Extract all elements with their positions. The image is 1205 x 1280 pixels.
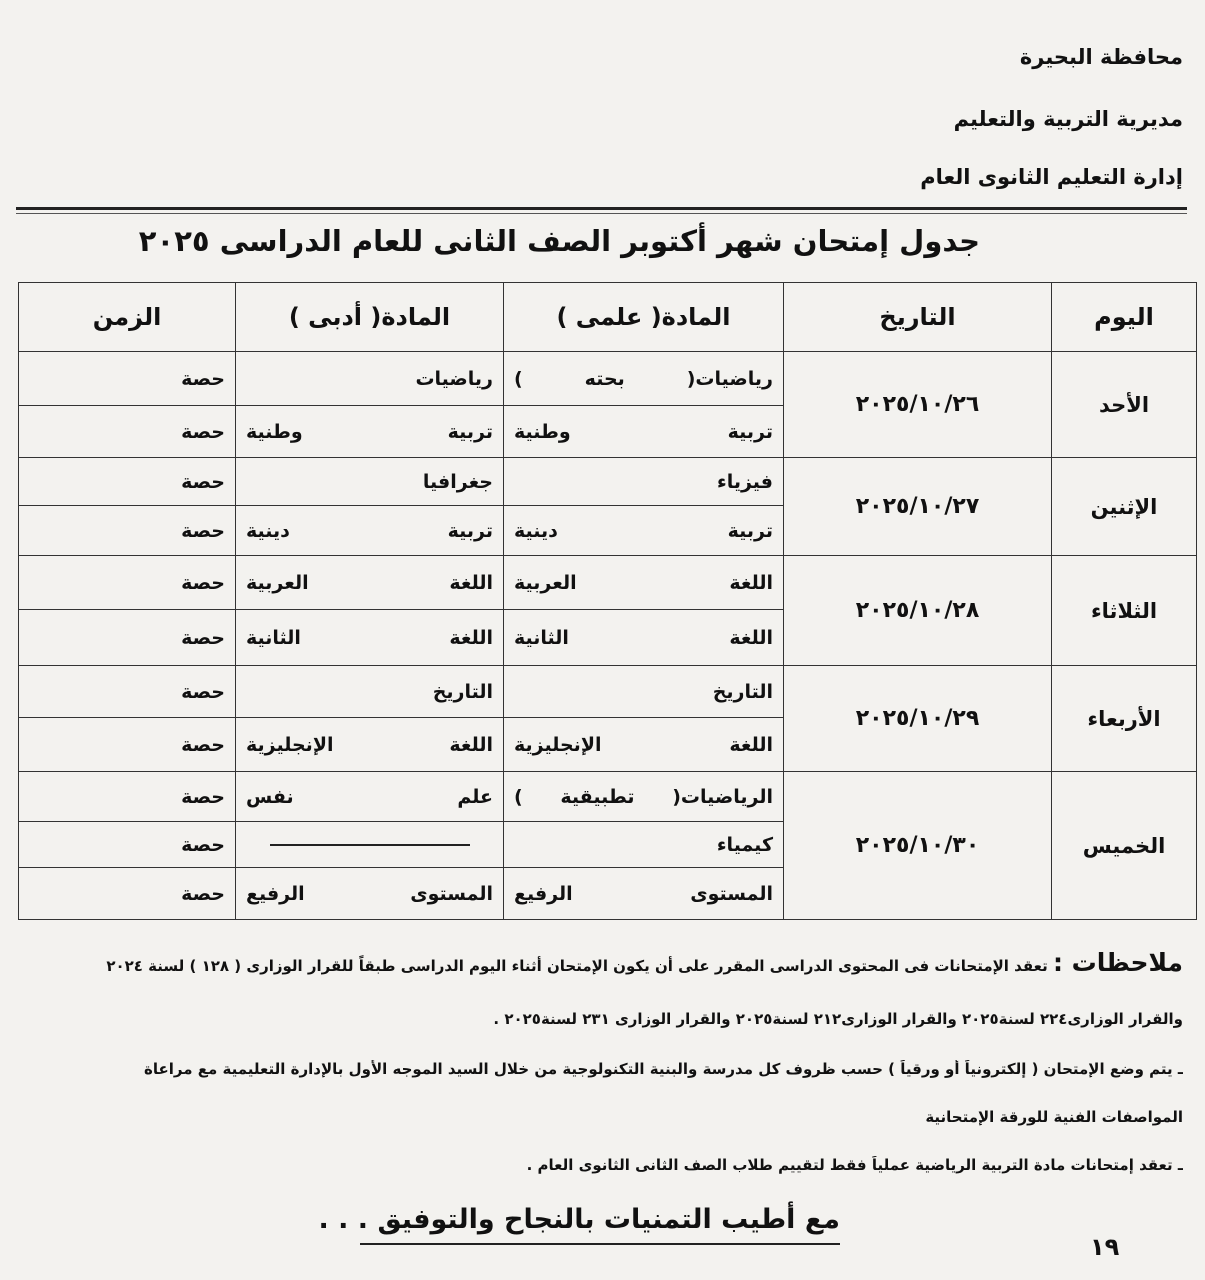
arts-subject-cell: المستوى الرفيع <box>236 868 504 920</box>
schedule-title: جدول إمتحان شهر أكتوبر الصف الثانى للعام الدراسى ٢٠٢٥ <box>138 224 980 258</box>
note-line-2: والقرار الوزارى٢٢٤ لسنة٢٠٢٥ والقرار الوزارى٢١٢ لسنة٢٠٢٥ والقرار الوزارى ٢٣١ لسنة٢٠٢٥ . <box>493 1010 1183 1028</box>
science-subject-cell: اللغة الثانية <box>504 610 784 666</box>
directorate-name: مديرية التربية والتعليم <box>953 107 1183 131</box>
header-time: الزمن <box>19 283 236 352</box>
table-header-row <box>19 283 1197 352</box>
science-subject-cell: تربية دينية <box>504 506 784 556</box>
arts-subject-cell: تربية دينية <box>236 506 504 556</box>
time-cell: حصة <box>19 868 236 920</box>
date-cell: ٢٠٢٥/١٠/٣٠ <box>784 772 1052 920</box>
day-cell: الخميس <box>1052 772 1197 920</box>
closing-wishes: مع أطيب التمنيات بالنجاح والتوفيق . . . <box>318 1204 840 1235</box>
time-cell: حصة <box>19 458 236 506</box>
note-text-1: تعقد الإمتحانات فى المحتوى الدراسى المقرر على أن يكون الإمتحان أثناء اليوم الدراسى طبقاً للقرار الوزارى ( ١٢٨ ) لسنة ٢٠٢٤ <box>106 957 1048 975</box>
science-subject-cell: اللغة الإنجليزية <box>504 718 784 772</box>
time-cell: حصة <box>19 406 236 458</box>
arts-subject-cell: جغرافيا <box>236 458 504 506</box>
table-row <box>19 772 1197 822</box>
date-cell: ٢٠٢٥/١٠/٢٨ <box>784 556 1052 666</box>
arts-subject-cell: التاريخ <box>236 666 504 718</box>
date-cell: ٢٠٢٥/١٠/٢٩ <box>784 666 1052 772</box>
science-subject-cell: كيمياء <box>504 822 784 868</box>
arts-subject-cell: اللغة العربية <box>236 556 504 610</box>
header-divider <box>16 207 1187 210</box>
science-subject-cell: المستوى الرفيع <box>504 868 784 920</box>
table-row <box>19 458 1197 506</box>
governorate-name: محافظة البحيرة <box>1019 45 1183 69</box>
time-cell: حصة <box>19 718 236 772</box>
science-subject-cell: تربية وطنية <box>504 406 784 458</box>
closing-underline <box>360 1243 840 1245</box>
page-number: ١٩ <box>1090 1233 1120 1261</box>
science-subject-cell: رياضيات( بحته ) <box>504 352 784 406</box>
arts-subject-cell: تربية وطنية <box>236 406 504 458</box>
arts-subject-cell: علم نفس <box>236 772 504 822</box>
science-subject-cell: الرياضيات( تطبيقية ) <box>504 772 784 822</box>
arts-subject-cell-empty <box>236 822 504 868</box>
table-row <box>19 556 1197 610</box>
note-line-5: ـ تعقد إمتحانات مادة التربية الرياضية عملياً فقط لتقييم طلاب الصف الثانى الثانوى العام . <box>526 1156 1183 1174</box>
time-cell: حصة <box>19 556 236 610</box>
note-line-4: المواصفات الفنية للورقة الإمتحانية <box>925 1108 1183 1126</box>
date-cell: ٢٠٢٥/١٠/٢٦ <box>784 352 1052 458</box>
table-row <box>19 666 1197 718</box>
blank-line <box>270 844 470 846</box>
arts-subject-cell: رياضيات <box>236 352 504 406</box>
table-row <box>19 352 1197 406</box>
arts-subject-cell: اللغة الثانية <box>236 610 504 666</box>
time-cell: حصة <box>19 352 236 406</box>
header-arts-subject: المادة( أدبى ) <box>236 283 504 352</box>
time-cell: حصة <box>19 666 236 718</box>
administration-name: إدارة التعليم الثانوى العام <box>920 165 1183 189</box>
exam-schedule-table <box>18 282 1197 920</box>
time-cell: حصة <box>19 822 236 868</box>
header-science-subject: المادة( علمى ) <box>504 283 784 352</box>
header-day: اليوم <box>1052 283 1197 352</box>
note-line-1 <box>18 948 1183 977</box>
arts-subject-cell: اللغة الإنجليزية <box>236 718 504 772</box>
time-cell: حصة <box>19 506 236 556</box>
note-line-3: ـ يتم وضع الإمتحان ( إلكترونياً أو ورقياً ) حسب ظروف كل مدرسة والبنية التكنولوجية من خلال السيد الموجه الأول بالإدارة التعليمية مع مراعاة <box>144 1060 1183 1078</box>
day-cell: الإثنين <box>1052 458 1197 556</box>
date-cell: ٢٠٢٥/١٠/٢٧ <box>784 458 1052 556</box>
science-subject-cell: فيزياء <box>504 458 784 506</box>
time-cell: حصة <box>19 610 236 666</box>
science-subject-cell: اللغة العربية <box>504 556 784 610</box>
day-cell: الأربعاء <box>1052 666 1197 772</box>
day-cell: الثلاثاء <box>1052 556 1197 666</box>
time-cell: حصة <box>19 772 236 822</box>
notes-label: ملاحظات : <box>1052 948 1183 977</box>
day-cell: الأحد <box>1052 352 1197 458</box>
header-date: التاريخ <box>784 283 1052 352</box>
science-subject-cell: التاريخ <box>504 666 784 718</box>
header-divider-thin <box>16 213 1187 214</box>
